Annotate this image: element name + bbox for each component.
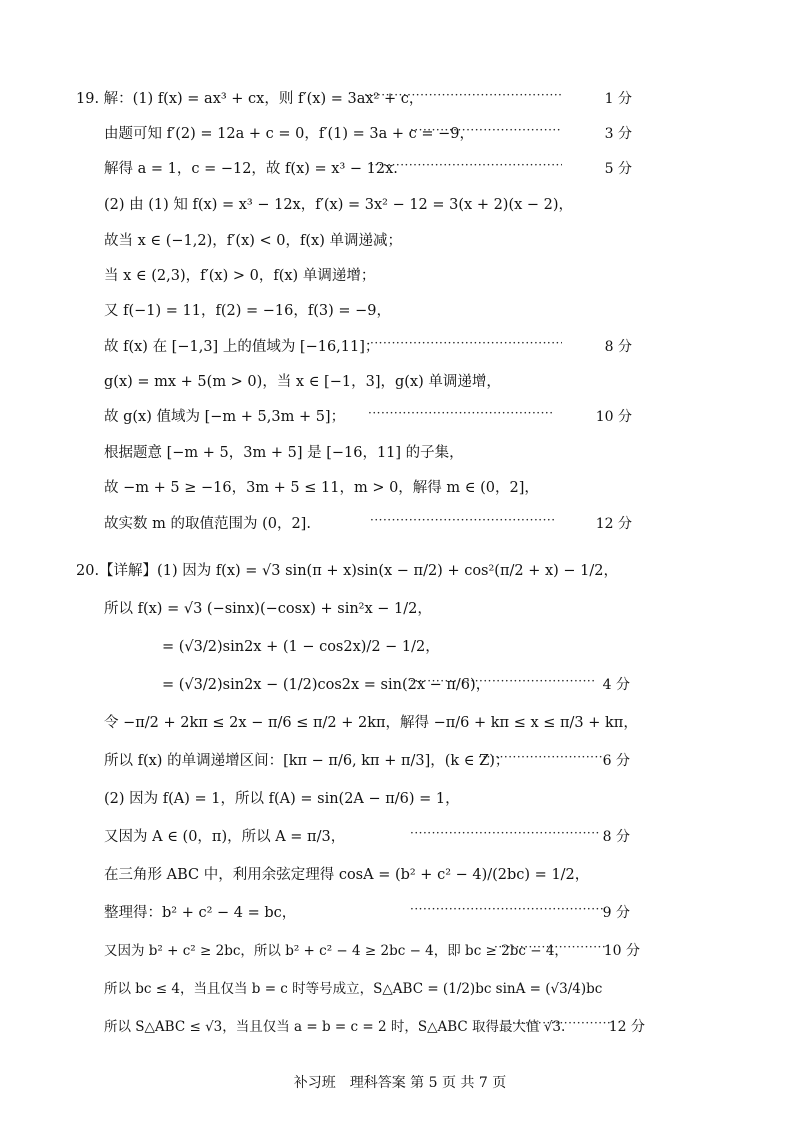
leader-dots [410, 123, 562, 145]
p19-line-3: 解得 a = 1，c = −12，故 f(x) = x³ − 12x. [104, 161, 398, 177]
leader-dots [364, 88, 562, 110]
leader-dots [370, 336, 562, 358]
p20-line-5: 令 −π/2 + 2kπ ≤ 2x − π/6 ≤ π/2 + 2kπ，解得 −π/6 + kπ ≤ x ≤ π/3 + kπ， [104, 715, 638, 731]
p20-line-11: 又因为 b² + c² ≥ 2bc，所以 b² + c² − 4 ≥ 2bc − 4，即 bc ≥ 2bc − 4， [104, 943, 568, 959]
p19-line-5: 故当 x ∈ (−1,2)，f′(x) < 0，f(x) 单调递减； [104, 233, 402, 249]
score-label: 12 分 [608, 1019, 645, 1035]
score-label: 10 分 [603, 943, 640, 959]
p19-line-2: 由题可知 f′(2) = 12a + c = 0，f′(1) = 3a + c = −9， [104, 126, 475, 142]
leader-dots [410, 902, 604, 924]
p19-line-8: 故 f(x) 在 [−1,3] 上的值域为 [−16,11]； [104, 339, 380, 355]
score-label: 10 分 [595, 409, 632, 425]
p19-line-7: 又 f(−1) = 11，f(2) = −16，f(3) = −9， [104, 303, 392, 319]
score-label: 4 分 [602, 677, 630, 693]
p19-line-4: (2) 由 (1) 知 f(x) = x³ − 12x，f′(x) = 3x² − 12 = 3(x + 2)(x − 2)， [104, 197, 574, 213]
p19-line-9: g(x) = mx + 5(m > 0)，当 x ∈ [−1，3]，g(x) 单调递增， [104, 374, 501, 390]
p20-line-10: 整理得：b² + c² − 4 = bc， [104, 905, 297, 921]
p20-line-1: 20.【详解】(1) 因为 f(x) = √3 sin(π + x)sin(x − π/2) + cos²(π/2 + x) − 1/2， [76, 563, 619, 579]
leader-dots [478, 750, 602, 772]
score-label: 6 分 [602, 753, 630, 769]
p20-line-3: = (√3/2)sin2x + (1 − cos2x)/2 − 1/2， [162, 639, 440, 655]
score-label: 5 分 [604, 161, 632, 177]
p20-line-12: 所以 bc ≤ 4，当且仅当 b = c 时等号成立，S△ABC = (1/2)bc sinA = (√3/4)bc [104, 981, 603, 997]
leader-dots [512, 1016, 612, 1038]
score-label: 8 分 [604, 339, 632, 355]
p20-line-9: 在三角形 ABC 中，利用余弦定理得 cosA = (b² + c² − 4)/(2bc) = 1/2， [104, 867, 590, 883]
score-label: 1 分 [604, 91, 632, 107]
leader-dots [370, 158, 562, 180]
page-footer: 补习班 理科答案 第 5 页 共 7 页 [293, 1075, 507, 1091]
p19-line-1: 19. 解：(1) f(x) = ax³ + cx，则 f′(x) = 3ax² + c， [76, 91, 424, 107]
p19-line-10: 故 g(x) 值域为 [−m + 5,3m + 5]； [104, 409, 346, 425]
p19-line-13: 故实数 m 的取值范围为 (0，2]. [104, 516, 311, 532]
p20-line-8: 又因为 A ∈ (0，π)，所以 A = π/3， [104, 829, 346, 845]
leader-dots [368, 406, 554, 428]
p20-line-4: = (√3/2)sin2x − (1/2)cos2x = sin(2x − π/6)， [162, 677, 491, 693]
leader-dots [370, 513, 556, 535]
score-label: 8 分 [602, 829, 630, 845]
p19-line-11: 根据题意 [−m + 5，3m + 5] 是 [−16，11] 的子集， [104, 445, 464, 461]
p20-line-13: 所以 S△ABC ≤ √3，当且仅当 a = b = c = 2 时，S△ABC 取得最大值 √3. [104, 1019, 566, 1035]
p20-line-2: 所以 f(x) = √3 (−sinx)(−cosx) + sin²x − 1/2， [104, 601, 432, 617]
p20-line-7: (2) 因为 f(A) = 1，所以 f(A) = sin(2A − π/6) = 1， [104, 791, 460, 807]
leader-dots [410, 674, 596, 696]
p20-line-6: 所以 f(x) 的单调递增区间：[kπ − π/6, kπ + π/3]，(k ∈ Z)； [104, 753, 510, 769]
score-label: 3 分 [604, 126, 632, 142]
p19-line-12: 故 −m + 5 ≥ −16，3m + 5 ≤ 11，m > 0，解得 m ∈ (0，2]， [104, 480, 539, 496]
score-label: 9 分 [602, 905, 630, 921]
score-label: 12 分 [595, 516, 632, 532]
p19-line-6: 当 x ∈ (2,3)，f′(x) > 0，f(x) 单调递增； [104, 268, 376, 284]
leader-dots [494, 940, 606, 962]
leader-dots [410, 826, 600, 848]
